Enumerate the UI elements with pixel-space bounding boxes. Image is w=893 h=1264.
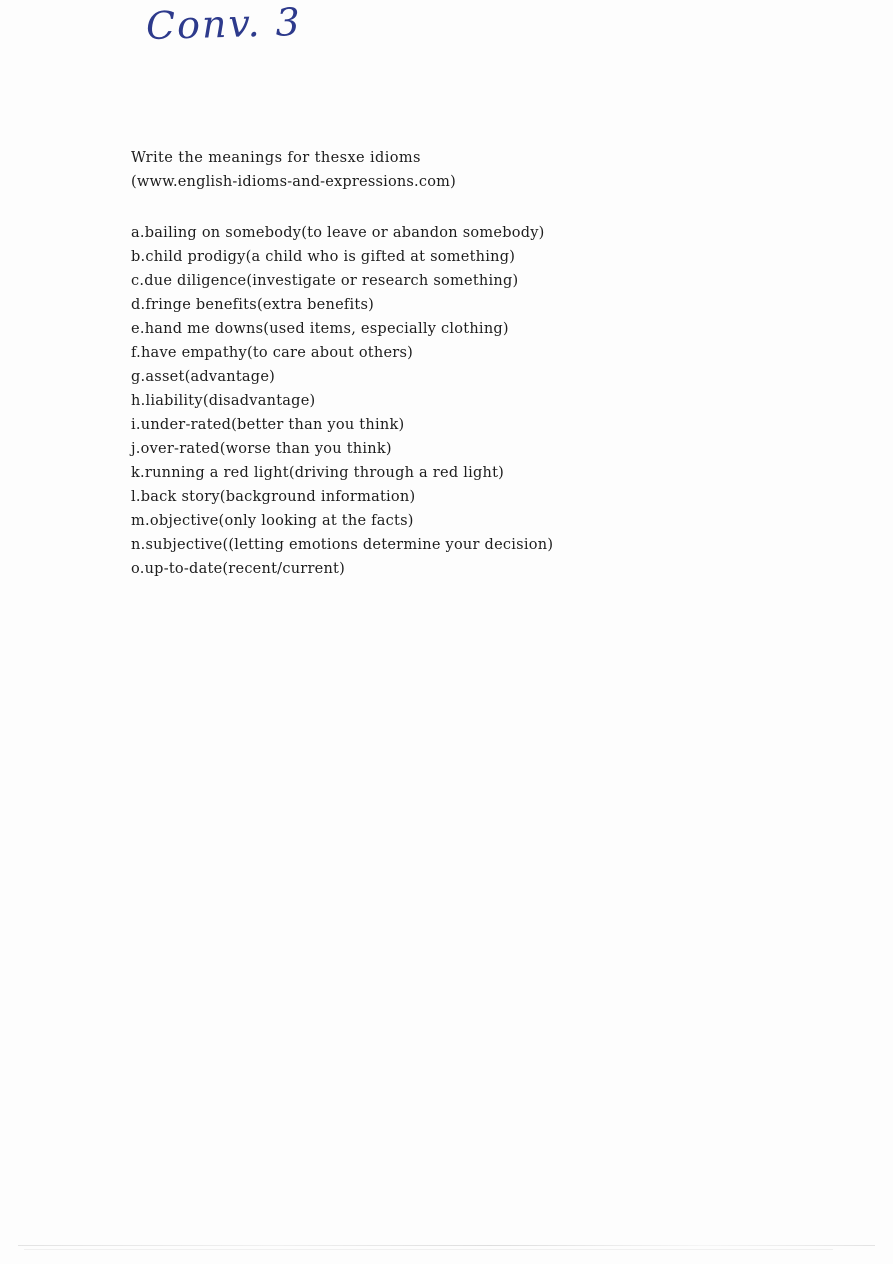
- list-item: n.subjective((letting emotions determine your decision): [131, 537, 554, 553]
- list-item: g.asset(advantage): [131, 369, 276, 385]
- list-item: m.objective(only looking at the facts): [131, 513, 414, 529]
- list-item: l.back story(background information): [131, 489, 416, 505]
- source-url-line: (www.english-idioms-and-expressions.com): [131, 174, 456, 190]
- list-item: j.over-rated(worse than you think): [131, 441, 392, 457]
- instruction-line: Write the meanings for thesxe idioms: [131, 150, 421, 166]
- list-item: b.child prodigy(a child who is gifted at something): [131, 249, 516, 265]
- handwritten-annotation: Conv. 3: [145, 0, 303, 49]
- list-item: o.up-to-date(recent/current): [131, 561, 346, 577]
- idiom-list: [131, 221, 771, 581]
- list-item: a.bailing on somebody(to leave or abandon somebody): [131, 225, 545, 241]
- list-item: e.hand me downs(used items, especially clothing): [131, 321, 509, 337]
- list-item: d.fringe benefits(extra benefits): [131, 297, 375, 313]
- document-body: [131, 146, 771, 581]
- list-item: k.running a red light(driving through a red light): [131, 465, 505, 481]
- list-item: c.due diligence(investigate or research something): [131, 273, 519, 289]
- scan-edge-artifact: [18, 1245, 875, 1246]
- scan-edge-artifact-secondary: [24, 1249, 833, 1250]
- list-item: i.under-rated(better than you think): [131, 417, 405, 433]
- list-item: h.liability(disadvantage): [131, 393, 316, 409]
- list-item: f.have empathy(to care about others): [131, 345, 414, 361]
